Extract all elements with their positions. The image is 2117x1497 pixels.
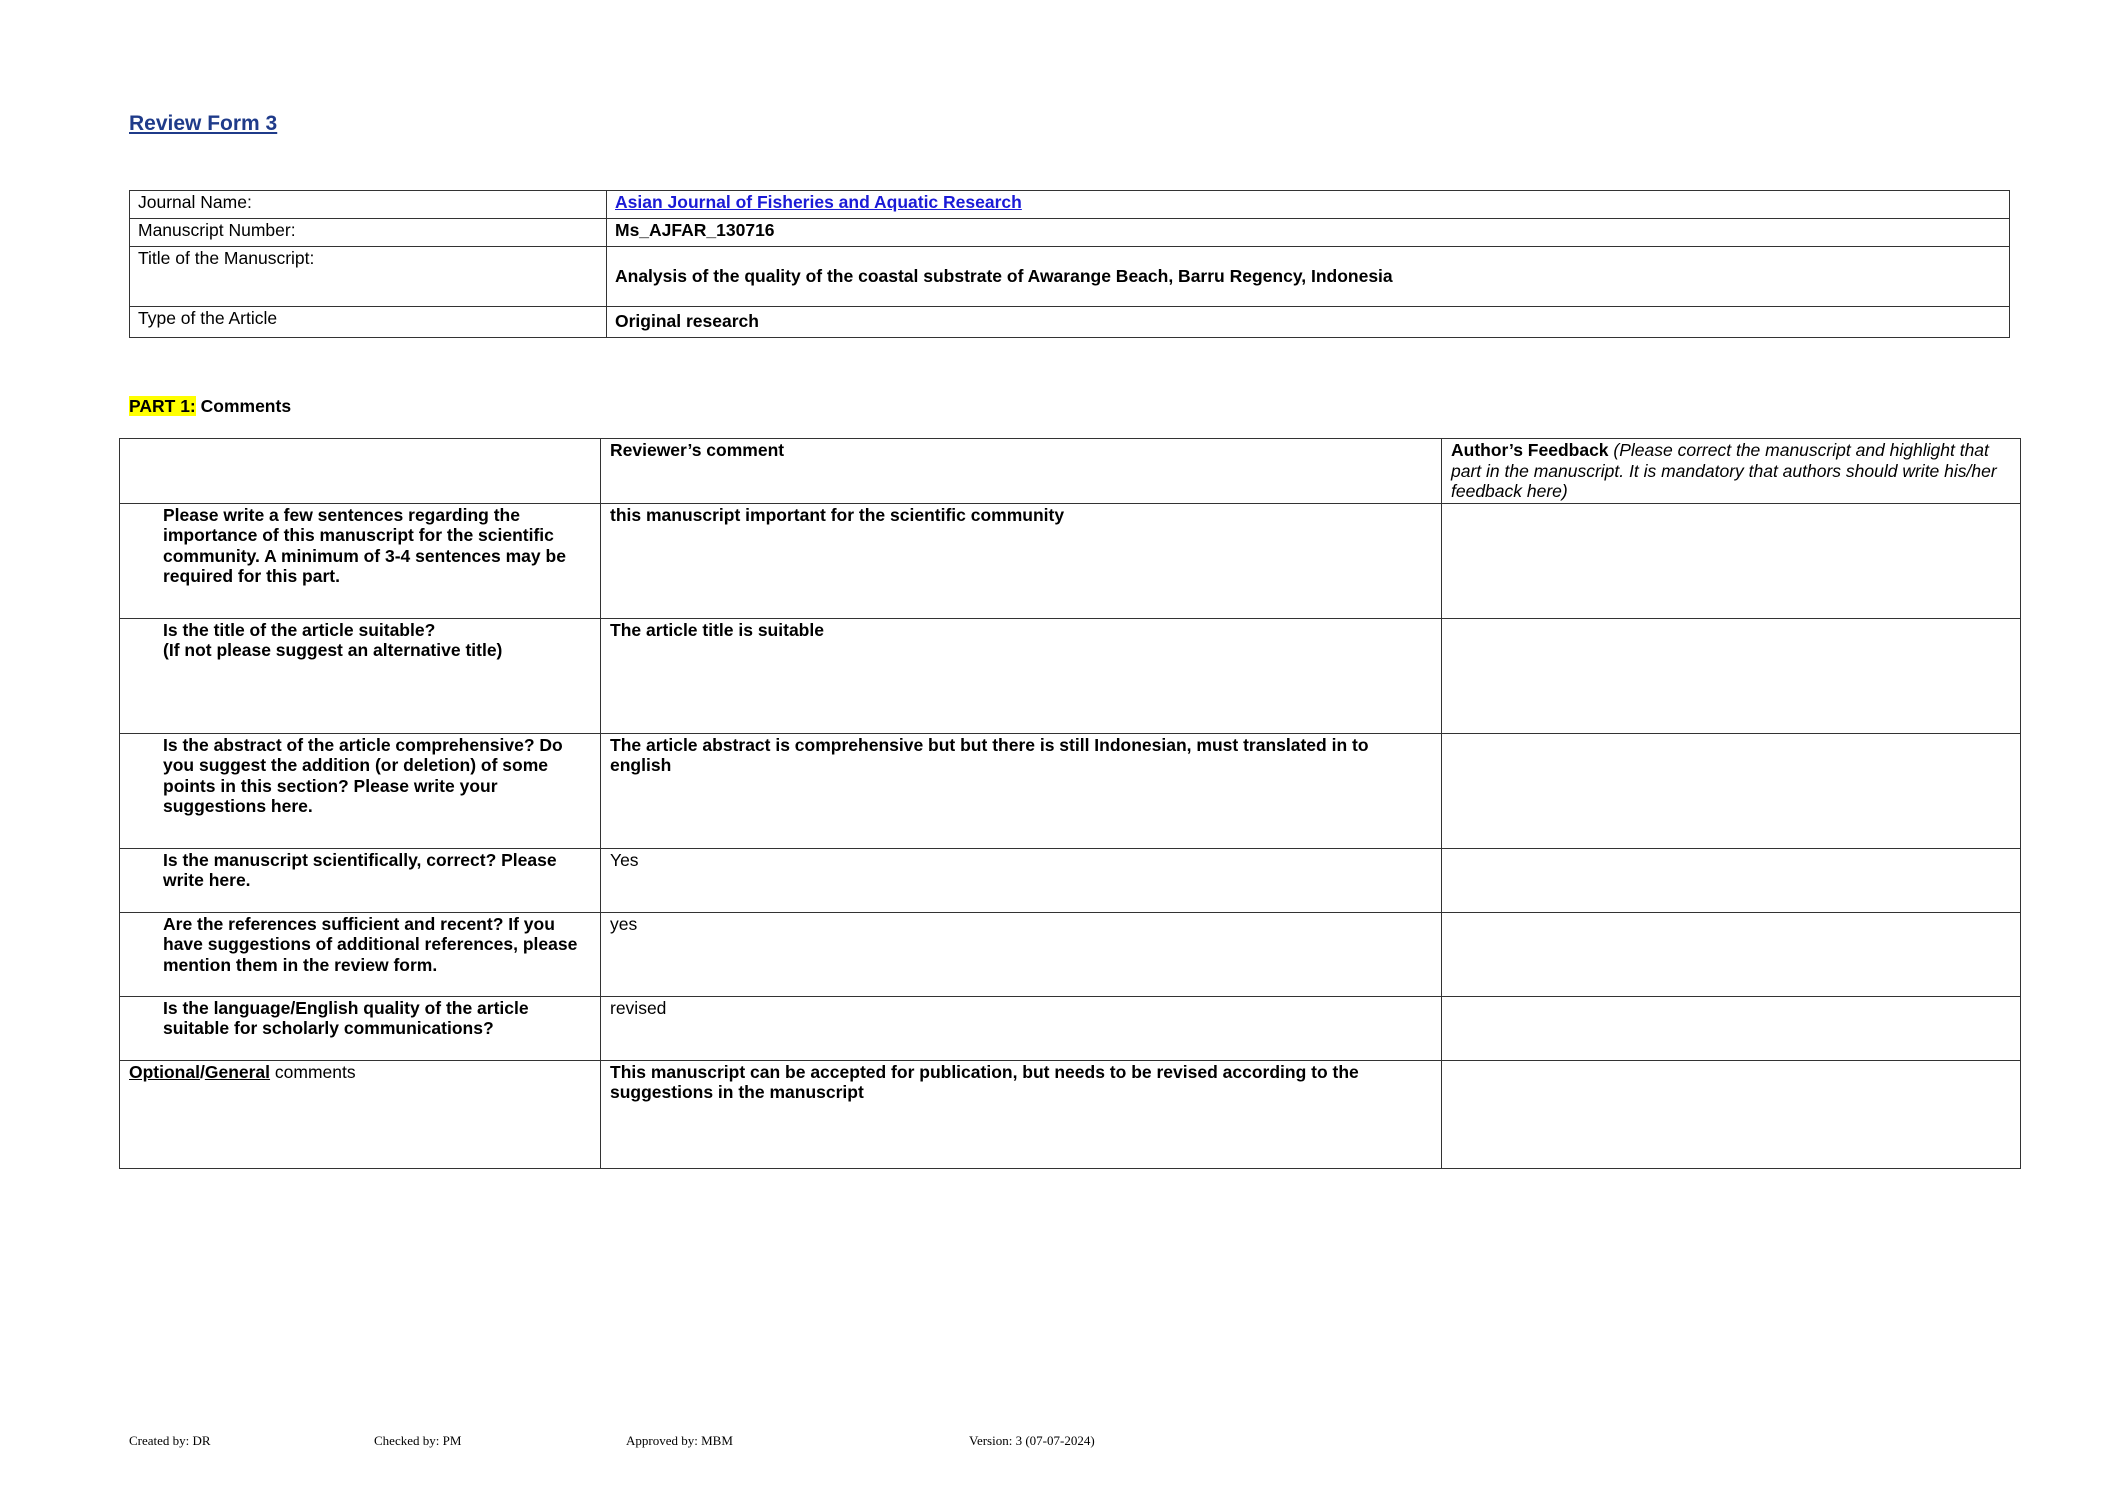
table-row [120, 912, 2021, 996]
table-row [120, 503, 2021, 618]
author-feedback-abstract[interactable] [1442, 733, 2021, 848]
author-feedback-header-note: (Please correct the manuscript and highlight that part in the manuscript. It is mandatory that authors should write his/her feedback here) [1451, 440, 1997, 501]
journal-name-label: Journal Name: [130, 191, 607, 219]
author-feedback-optional[interactable] [1442, 1060, 2021, 1168]
author-feedback-scientific[interactable] [1442, 848, 2021, 912]
info-row-manuscript [130, 219, 2010, 247]
author-feedback-header [1442, 439, 2021, 504]
reviewer-answer-importance: this manuscript important for the scientific community [601, 503, 1442, 618]
optional-label-separator: / [199, 1061, 205, 1082]
optional-label-part1: Optional [129, 1061, 200, 1082]
question-title [120, 618, 601, 733]
table-row [120, 618, 2021, 733]
part1-label: PART 1: [129, 396, 196, 416]
reviewer-answer-abstract: The article abstract is comprehensive but but there is still Indonesian, must translated in to english [601, 733, 1442, 848]
optional-general-label [120, 1060, 601, 1168]
author-feedback-references[interactable] [1442, 912, 2021, 996]
table-row [120, 848, 2021, 912]
manuscript-info-table [129, 190, 2010, 338]
table-row [120, 996, 2021, 1060]
optional-label-rest: comments [270, 1061, 356, 1082]
reviewer-answer-references: yes [601, 912, 1442, 996]
manuscript-number-value: Ms_AJFAR_130716 [607, 219, 2010, 247]
footer-version: Version: 3 (07-07-2024) [969, 1433, 1095, 1448]
author-feedback-title[interactable] [1442, 618, 2021, 733]
question-title-line1: Is the title of the article suitable? [163, 619, 436, 640]
footer-approved-by: Approved by: MBM [626, 1433, 733, 1448]
author-feedback-importance[interactable] [1442, 503, 2021, 618]
footer-created-by: Created by: DR [129, 1433, 211, 1448]
reviewer-answer-scientific: Yes [601, 848, 1442, 912]
comments-header-row [120, 439, 2021, 504]
form-title: Review Form 3 [129, 112, 278, 135]
journal-name-link[interactable]: Asian Journal of Fisheries and Aquatic Research [615, 192, 1022, 212]
question-scientific: Is the manuscript scientifically, correct? Please write here. [120, 848, 601, 912]
part1-heading [129, 396, 291, 417]
article-type-value: Original research [607, 307, 2010, 338]
author-feedback-header-bold: Author’s Feedback [1451, 440, 1609, 460]
table-row [120, 733, 2021, 848]
question-importance: Please write a few sentences regarding the importance of this manuscript for the scientific community. A minimum of 3-4 sentences may be required for this part. [120, 503, 601, 618]
reviewer-answer-title: The article title is suitable [601, 618, 1442, 733]
question-references: Are the references sufficient and recent? If you have suggestions of additional references, please mention them in the review form. [120, 912, 601, 996]
reviewer-answer-language: revised [601, 996, 1442, 1060]
comments-table [119, 438, 2021, 1169]
info-row-title [130, 247, 2010, 307]
info-row-type [130, 307, 2010, 338]
question-title-line2: (If not please suggest an alternative title) [163, 640, 503, 660]
question-language: Is the language/English quality of the article suitable for scholarly communications? [120, 996, 601, 1060]
footer-checked-by: Checked by: PM [374, 1433, 462, 1448]
part1-title: Comments [195, 396, 292, 416]
reviewer-answer-optional: This manuscript can be accepted for publication, but needs to be revised according to the suggestions in the manuscript [601, 1060, 1442, 1168]
author-feedback-language[interactable] [1442, 996, 2021, 1060]
header-empty-cell [120, 439, 601, 504]
optional-label-part2: General [204, 1061, 271, 1082]
manuscript-title-value: Analysis of the quality of the coastal substrate of Awarange Beach, Barru Regency, Indonesia [607, 247, 2010, 307]
info-row-journal [130, 191, 2010, 219]
table-row [120, 1060, 2021, 1168]
manuscript-number-label: Manuscript Number: [130, 219, 607, 247]
reviewer-comment-header: Reviewer’s comment [601, 439, 1442, 504]
manuscript-title-label: Title of the Manuscript: [130, 247, 607, 307]
question-abstract: Is the abstract of the article comprehensive? Do you suggest the addition (or deletion) of some points in this section? Please write your suggestions here. [120, 733, 601, 848]
article-type-label: Type of the Article [130, 307, 607, 338]
